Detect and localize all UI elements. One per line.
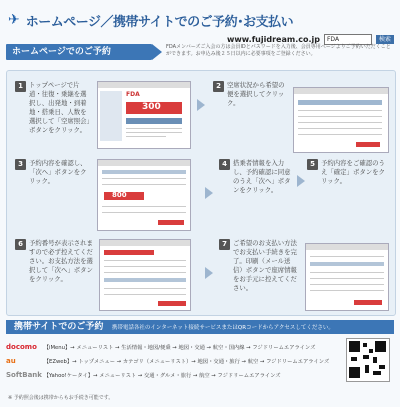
step-2 bbox=[213, 81, 389, 153]
flow-arrow-icon bbox=[197, 99, 205, 111]
au-logo: au bbox=[6, 357, 16, 365]
carrier-row-docomo bbox=[6, 342, 336, 352]
search-button[interactable]: 検索 bbox=[376, 35, 394, 44]
step-text: 予約内容を確認し、「次へ」ボタンをクリック。 bbox=[29, 159, 87, 185]
step-6-screenshot bbox=[99, 239, 191, 311]
page-header bbox=[8, 6, 392, 34]
step-6 bbox=[15, 239, 215, 311]
step-7-screenshot bbox=[305, 243, 389, 311]
airplane-icon: ✈ bbox=[8, 12, 20, 28]
step-number: 7 bbox=[219, 239, 230, 250]
mobile-section-desc: 携帯電話各社のインターネット接続サービスまたはQRコードからアクセスしてください。 bbox=[111, 325, 334, 331]
flow-arrow-icon bbox=[297, 175, 305, 187]
step-text: 予約番号が表示されますので必ず控えてください。お支払方法を選択して「次へ」ボタンをクリック。 bbox=[29, 239, 93, 283]
step-3-screenshot bbox=[97, 159, 191, 231]
docomo-logo: docomo bbox=[6, 343, 37, 351]
qr-code-icon[interactable] bbox=[346, 338, 390, 382]
flow-arrow-icon bbox=[205, 187, 213, 199]
step-1 bbox=[15, 81, 205, 151]
step-5 bbox=[307, 159, 389, 231]
mobile-footnote: ※ 予約照会後は携帯からもお手続き可能です。 bbox=[8, 395, 114, 401]
step-number: 1 bbox=[15, 81, 26, 92]
flow-arrow-icon bbox=[205, 267, 213, 279]
search-input[interactable]: FDA bbox=[324, 34, 372, 45]
step-number: 4 bbox=[219, 159, 230, 170]
page-title: ホームページ／携帯サイトでのご予約･お支払い bbox=[25, 14, 294, 30]
member-note: FDAメンバーズご入会の方は会員IDとパスワードを入力後、会員専用ページよりご予約いただくことができます。お申込み後２５日以内に必要事項をご登録ください。 bbox=[166, 44, 391, 57]
carrier-row-softbank bbox=[6, 370, 336, 380]
step-2-screenshot bbox=[293, 87, 389, 153]
banner-arrow bbox=[152, 44, 162, 60]
step-number: 6 bbox=[15, 239, 26, 250]
home-section-banner: ホームページでのご予約 bbox=[6, 44, 152, 60]
site-url[interactable]: www.fujidream.co.jp bbox=[227, 35, 320, 44]
mock-price: 800 bbox=[112, 191, 127, 199]
step-number: 2 bbox=[213, 81, 224, 92]
carrier-path: 【EZweb】→ トップメニュー → カテゴリ（メニューリスト）→ 地図・交通・旅行 → 航空 → フジドリームエアラインズ bbox=[43, 359, 330, 365]
step-1-screenshot bbox=[97, 81, 191, 149]
carrier-path: 【Yahoo!ケータイ】→ メニューリスト → 交通・グルメ・旅行 → 航空 → フジドリームエアラインズ bbox=[43, 373, 281, 379]
step-3 bbox=[15, 159, 215, 231]
step-7 bbox=[219, 239, 389, 311]
step-number: 5 bbox=[307, 159, 318, 170]
step-text: 搭乗者情報を入力し、予約確認に同意のうえ「次へ」ボタンをクリック。 bbox=[233, 159, 291, 194]
step-text: ご希望のお支払い方法でお支払い手続きを完了。印刷（メール送信）ボタンで座席情報をお手元に控えてください。 bbox=[233, 239, 297, 292]
fda-logo: FDA bbox=[126, 91, 140, 98]
carrier-path: 【iMenu】→ メニューリスト → 生活情報・地図/便乗 → 地図・交通 → 航空・国内線 → フジドリームエアラインズ bbox=[43, 345, 316, 351]
mobile-section-header bbox=[6, 320, 394, 334]
step-text: 予約内容をご確認のうえ「確定」ボタンをクリック。 bbox=[321, 159, 385, 185]
softbank-logo: SoftBank bbox=[6, 371, 42, 379]
carrier-row-au bbox=[6, 356, 336, 366]
step-number: 3 bbox=[15, 159, 26, 170]
mobile-section-title: 携帯サイトでのご予約 bbox=[14, 322, 104, 332]
steps-panel bbox=[6, 70, 396, 316]
mock-price: 300 bbox=[142, 102, 161, 112]
step-text: 空席状況から希望の便を選択してクリック。 bbox=[227, 81, 285, 107]
step-text: トップページで片道・往復・乗継を選択し、出発地・到着地・搭乗日、人数を選択して「空席照会」ボタンをクリック。 bbox=[29, 81, 90, 134]
step-4 bbox=[219, 159, 297, 231]
